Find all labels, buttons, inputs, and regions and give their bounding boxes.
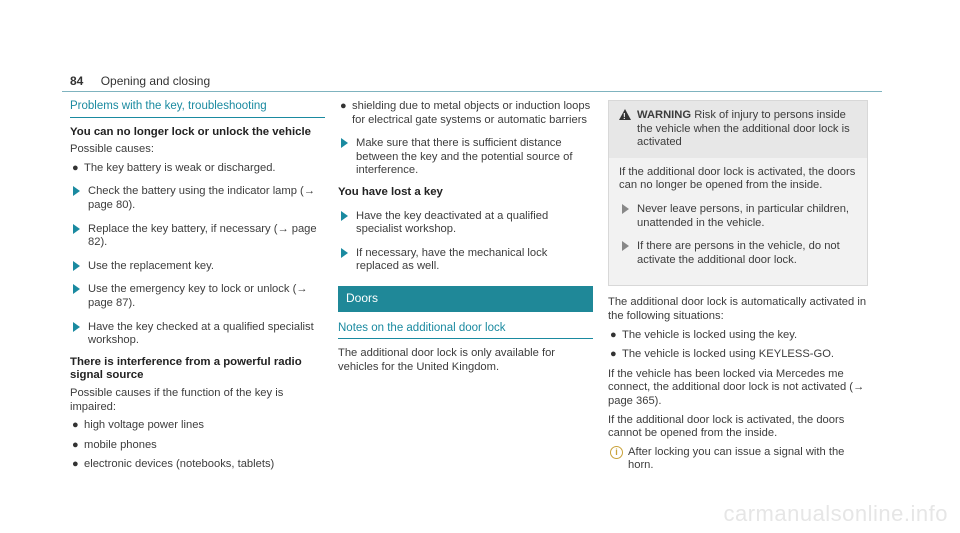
step-arrow-icon: [622, 204, 629, 214]
list-item: ● The vehicle is locked using KEYLESS-GO.: [610, 348, 835, 361]
availability-note: The additional door lock is only available for vehicles for the United Kingdom.: [338, 347, 556, 373]
step-item: Never leave persons, in particular children, unattended in the vehicle.: [619, 203, 857, 230]
warning-header: [609, 101, 867, 158]
step-arrow-icon: [341, 138, 348, 148]
page-header: [70, 74, 210, 88]
step-item: Replace the key battery, if necessary (→ page 82).: [70, 223, 325, 250]
step-item: Check the battery using the indicator lamp (→ page 80).: [70, 185, 325, 212]
step-arrow-icon: [341, 211, 348, 221]
heading-no-lock: You can no longer lock or unlock the vehicle: [70, 125, 311, 138]
doors-banner: Doors: [338, 286, 593, 312]
warning-body: [609, 158, 867, 286]
column-1: [70, 100, 325, 478]
warning-box: [608, 100, 868, 286]
list-item: ● The key battery is weak or discharged.: [72, 161, 276, 174]
step-item: Make sure that there is sufficient distance between the key and the potential source of interference.: [338, 137, 593, 178]
warning-label: WARNING: [637, 109, 692, 121]
activated-text: If the additional door lock is activated, the doors cannot be opened from the inside.: [608, 413, 845, 440]
step-arrow-icon: [73, 224, 80, 234]
list-item: ● high voltage power lines: [72, 419, 205, 432]
bullet-icon: ●: [72, 458, 79, 471]
step-item: Have the key deactivated at a qualified specialist workshop.: [338, 210, 593, 237]
warning-triangle-icon: [619, 109, 631, 120]
step-item: Have the key checked at a qualified specialist workshop.: [70, 321, 325, 348]
step-item: Use the emergency key to lock or unlock (→ page 87).: [70, 283, 325, 310]
heading-interference: There is interference from a powerful radio signal source: [70, 355, 302, 382]
step-item: If necessary, have the mechanical lock replaced as well.: [338, 247, 593, 274]
section-title: Problems with the key, troubleshooting: [70, 100, 325, 118]
step-arrow-icon: [622, 241, 629, 251]
step-arrow-icon: [341, 248, 348, 258]
header-rule: [62, 91, 882, 92]
list-item: ● shielding due to metal objects or induction loops for electrical gate systems or automatic barriers: [340, 100, 591, 126]
column-3: [608, 100, 868, 473]
step-arrow-icon: [73, 284, 80, 294]
step-arrow-icon: [73, 322, 80, 332]
warning-text: If the additional door lock is activated, the doors can no longer be opened from the inside.: [619, 165, 856, 192]
step-item: If there are persons in the vehicle, do not activate the additional door lock.: [619, 240, 857, 267]
bullet-icon: ●: [72, 419, 79, 432]
column-2: [338, 100, 593, 379]
heading-lost-key: You have lost a key: [338, 185, 443, 198]
bullet-icon: ●: [72, 438, 79, 451]
info-note: i After locking you can issue a signal with the horn.: [608, 446, 868, 473]
watermark: carmanualsonline.info: [723, 501, 948, 526]
bullet-icon: ●: [610, 328, 617, 341]
step-arrow-icon: [73, 261, 80, 271]
page-number: 84: [70, 74, 84, 88]
step-item: Use the replacement key.: [70, 260, 325, 274]
chapter-title: Opening and closing: [100, 74, 211, 88]
list-item: ● The vehicle is locked using the key.: [610, 328, 798, 341]
subsection-title: Notes on the additional door lock: [338, 322, 593, 340]
auto-activation-text: The additional door lock is automatically activated in the following situations:: [608, 296, 867, 322]
bullet-icon: ●: [72, 161, 79, 174]
possible-causes-label: Possible causes:: [70, 143, 154, 156]
list-item: ● mobile phones: [72, 438, 157, 451]
bullet-icon: ●: [340, 100, 347, 112]
step-arrow-icon: [73, 186, 80, 196]
warning-headline: Risk of injury to persons inside the vehicle when the additional door lock is activated: [637, 109, 850, 149]
list-item: ● electronic devices (notebooks, tablets): [72, 458, 275, 471]
info-icon: i: [610, 446, 623, 459]
mercedes-me-text: If the vehicle has been locked via Mercedes me connect, the additional door lock is not activated (→ page 365).: [608, 367, 865, 407]
bullet-icon: ●: [610, 348, 617, 361]
interference-text: Possible causes if the function of the key is impaired:: [70, 386, 284, 413]
